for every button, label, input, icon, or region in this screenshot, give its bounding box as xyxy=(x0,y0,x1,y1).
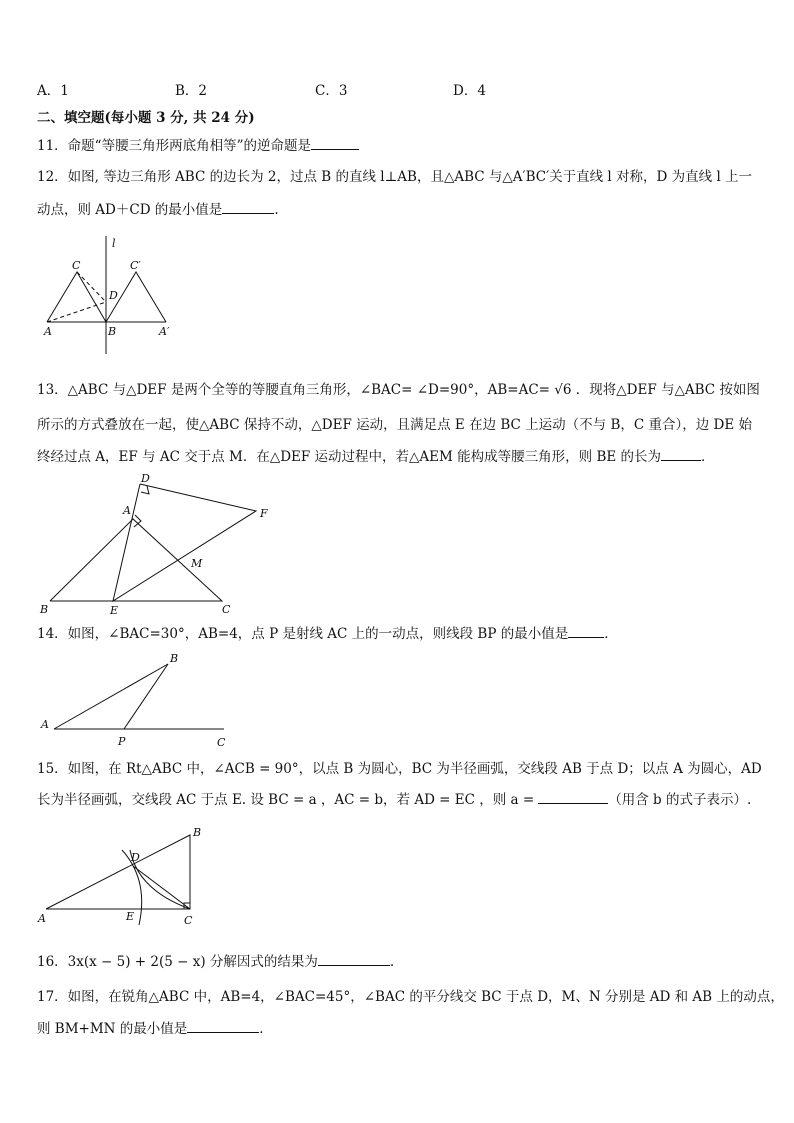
label-a: A xyxy=(44,325,52,338)
question-13-end: ． xyxy=(701,449,715,465)
option-a: A．1 xyxy=(37,83,69,99)
question-16-text: 16．3x(x − 5) + 2(5 − x) 分解因式的结果为 xyxy=(37,954,318,970)
question-17-line2-text: 则 BM+MN 的最小值是 xyxy=(37,1021,188,1037)
label-e-15: E xyxy=(126,910,135,923)
label-p-14: P xyxy=(118,735,126,748)
question-15-line2-text: 长为半径画弧，交线段 AC 于点 E. 设 BC = a ，AC = b，若 AD = EC ，则 a = xyxy=(37,792,535,808)
label-b-13: B xyxy=(40,603,49,616)
question-13-line3-text: 终经过点 A，EF 与 AC 交于点 M．在△DEF 运动过程中，若△AEM 能构成等腰三角形，则 BE 的长为 xyxy=(37,449,662,465)
label-c-prime: C′ xyxy=(130,259,141,272)
label-l: l xyxy=(112,237,116,250)
label-a-15: A xyxy=(38,912,46,925)
question-12-line1: 12．如图, 等边三角形 ABC 的边长为 2，过点 B 的直线 l⊥AB，且△ABC 与△A′BC′关于直线 l 对称，D 为直线 l 上一 xyxy=(37,169,753,185)
label-m-13: M xyxy=(191,557,203,570)
question-13-line1: 13．△ABC 与△DEF 是两个全等的等腰直角三角形，∠BAC= ∠D=90°，AB=AC= √6 ．现将△DEF 与△ABC 按如图 xyxy=(37,382,760,398)
question-13-line2: 所示的方式叠放在一起，使△ABC 保持不动，△DEF 运动，且满足点 E 在边 BC 上运动（不与 B，C 重合），边 DE 始 xyxy=(37,417,753,433)
label-c-15: C xyxy=(184,914,193,927)
option-c: C．3 xyxy=(315,83,348,99)
label-a-14: A xyxy=(41,718,49,731)
label-d-15: D xyxy=(131,851,140,864)
label-b-14: B xyxy=(170,652,179,665)
question-11-text: 11．命题“等腰三角形两底角相等”的逆命题是 xyxy=(37,138,311,154)
label-d-13: D xyxy=(141,472,150,485)
label-c-13: C xyxy=(222,603,231,616)
label-e-13: E xyxy=(110,604,119,617)
question-12-end: . xyxy=(274,202,279,218)
option-d: D．4 xyxy=(453,83,486,99)
label-a-13: A xyxy=(123,504,131,517)
label-c-14: C xyxy=(217,736,226,749)
triangle-abc-15 xyxy=(46,835,190,909)
question-16-end: . xyxy=(389,954,395,970)
question-12-line2-text: 动点，则 AD＋CD 的最小值是 xyxy=(37,202,223,218)
question-14-text: 14．如图，∠BAC=30°，AB=4，点 P 是射线 AC 上的一动点，则线段 BP 的最小值是 xyxy=(37,626,569,642)
label-f-13: F xyxy=(260,507,268,520)
label-c: C xyxy=(72,259,81,272)
section-title: 二、填空题(每小题 3 分, 共 24 分) xyxy=(37,110,255,126)
label-b-15: B xyxy=(193,826,202,839)
question-17-line1: 17．如图，在锐角△ABC 中，AB=4，∠BAC=45°，∠BAC 的平分线交 BC 于点 D，M、N 分别是 AD 和 AB 上的动点， xyxy=(37,989,784,1005)
option-b: B．2 xyxy=(175,83,208,99)
label-b: B xyxy=(108,325,117,338)
question-15-end: （用含 b 的式子表示）. xyxy=(608,792,752,808)
question-14-end: ． xyxy=(604,626,618,642)
question-17-end: ． xyxy=(259,1021,273,1037)
label-d: D xyxy=(109,289,118,302)
question-15-line1: 15．如图，在 Rt△ABC 中，∠ACB = 90°，以点 B 为圆心，BC 为半径画弧，交线段 AB 于点 D；以点 A 为圆心，AD xyxy=(37,761,762,777)
label-a-prime: A′ xyxy=(159,325,170,338)
